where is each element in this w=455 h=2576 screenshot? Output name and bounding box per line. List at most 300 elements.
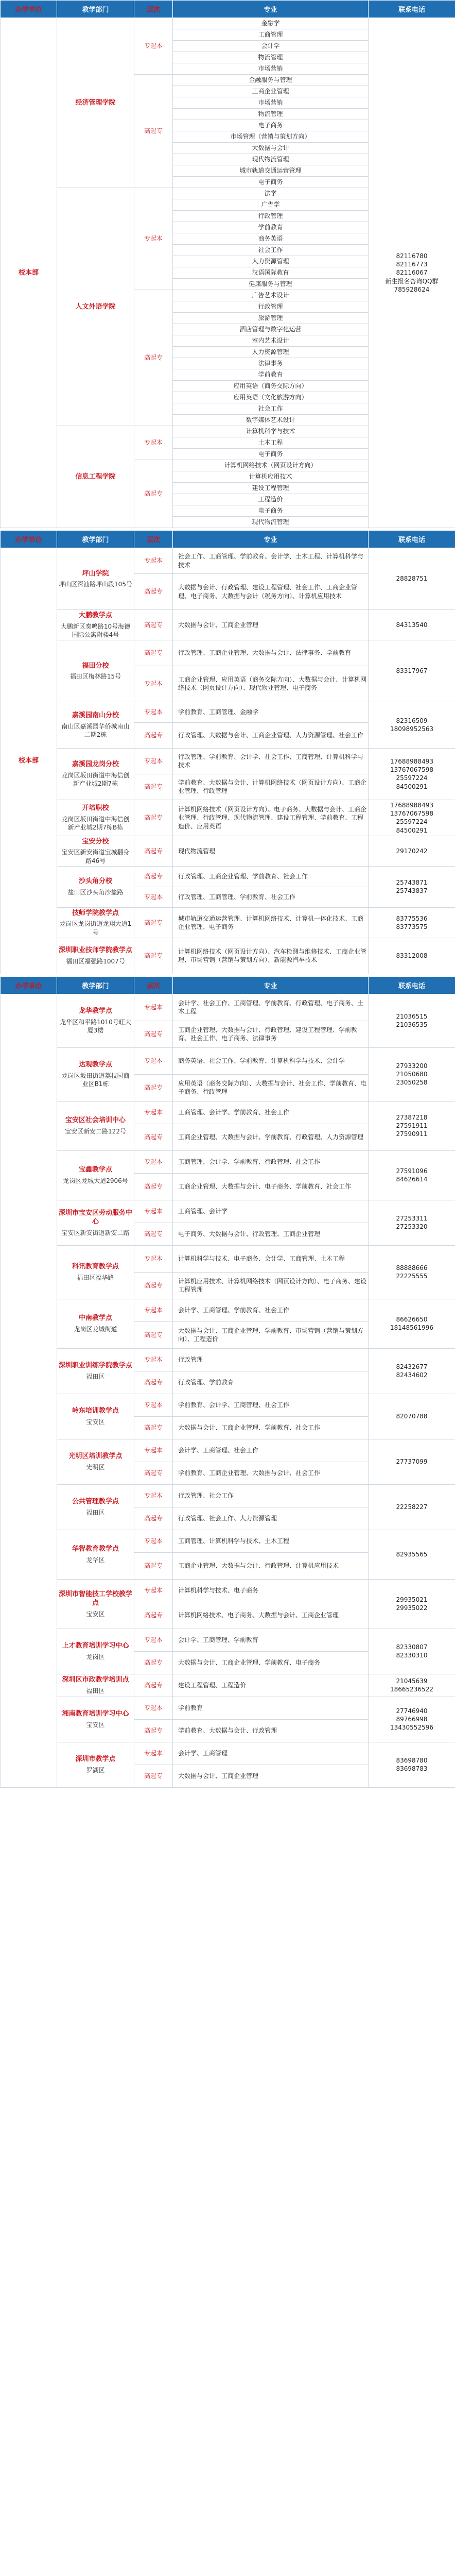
major-cell: 土木工程	[173, 437, 369, 449]
phone-cell: 82935565	[369, 1530, 455, 1579]
header-row	[1, 531, 455, 548]
level-cell: 高起专	[134, 1765, 173, 1787]
table-row	[1, 994, 455, 1021]
table-row	[1, 1530, 455, 1552]
site-name: 嘉溪园龙岗分校	[72, 760, 119, 769]
phone-cell: 29935021 29935022	[369, 1579, 455, 1629]
major-cell: 大数据与会计、工商企业管理、学前教育、电子商务	[173, 1651, 369, 1674]
site-cell	[57, 610, 134, 640]
phone-cell: 82070788	[369, 1394, 455, 1439]
site-cell	[57, 994, 134, 1047]
major-cell: 会计学、社会工作、工商管理、学前教育、行政管理、电子商务、土木工程	[173, 994, 369, 1021]
level-cell: 专起本	[134, 1348, 173, 1371]
major-cell: 电子商务	[173, 120, 369, 131]
major-cell: 市场营销	[173, 97, 369, 109]
level-cell: 专起本	[134, 994, 173, 1021]
table-gap	[0, 1788, 455, 1790]
site-name: 达观教学点	[78, 1061, 112, 1069]
site-address: 大鹏新区奏鸣路10号海德国际公寓附楼4号	[60, 622, 131, 638]
table-row	[1, 1629, 455, 1651]
major-cell: 人力资源管理	[173, 256, 369, 267]
major-cell: 计算机网络技术（网页设计方向）、电子商务、大数据与会计、工商企业管理、行政管理、现代物流管理、建设工程管理、学前教育、工程造价、应用英语	[173, 800, 369, 836]
major-cell: 工程造价	[173, 494, 369, 505]
major-cell: 电子商务	[173, 505, 369, 517]
site-address: 龙岗区坂田街道中海信创新产业城2期7栋	[61, 772, 130, 788]
site-cell	[57, 1742, 134, 1787]
site-cell	[57, 1200, 134, 1245]
level-cell: 专起本	[134, 666, 173, 702]
major-cell: 工商管理	[173, 29, 369, 41]
site-address: 光明区	[86, 1463, 105, 1471]
site-cell	[57, 1299, 134, 1348]
major-cell: 现代物流管理	[173, 517, 369, 528]
phone-cell: 82330807 82330310	[369, 1629, 455, 1674]
site-address: 福田区福强路1007号	[66, 957, 125, 965]
site-cell	[57, 1394, 134, 1439]
site-cell	[57, 1348, 134, 1394]
site-name: 大鹏教学点	[78, 612, 112, 619]
major-cell: 计算机科学与技术、电子商务	[173, 1579, 369, 1602]
level-cell: 高起专	[134, 938, 173, 974]
level-cell: 高起专	[134, 1674, 173, 1697]
site-address: 龙岗区	[86, 1653, 105, 1660]
site-name: 深圳职业技师学院教学点	[59, 946, 133, 955]
header-row	[1, 1, 455, 18]
site-cell	[57, 836, 134, 866]
phone-cell: 21045639 18665236522	[369, 1674, 455, 1697]
site-cell	[57, 1150, 134, 1200]
site-name: 岭东培训教学点	[72, 1407, 119, 1415]
major-cell: 应用英语（商务交际方向）	[173, 381, 369, 392]
site-cell	[57, 1245, 134, 1299]
site-address: 龙岗区龙岗街道龙翔大道1号	[59, 920, 132, 936]
major-cell: 社会工作	[173, 403, 369, 415]
site-cell	[57, 748, 134, 800]
site-cell	[57, 1530, 134, 1579]
level-cell: 专起本	[134, 426, 173, 460]
level-cell: 高起专	[134, 1321, 173, 1348]
major-cell: 行政管理、工商企业管理、学前教育、社会工作	[173, 866, 369, 887]
site-address: 龙华区	[86, 1556, 105, 1564]
major-cell: 学前教育	[173, 222, 369, 233]
major-cell: 电子商务、大数据与会计、行政管理、工商企业管理	[173, 1223, 369, 1245]
table-row	[1, 866, 455, 887]
phone-cell: 25743871 25743837	[369, 866, 455, 907]
header-dept: 教学部门	[57, 976, 134, 994]
level-cell: 专起本	[134, 1245, 173, 1272]
major-cell: 工商管理、会计学	[173, 1200, 369, 1223]
table-row	[1, 1742, 455, 1765]
phone-cell: 82316509 18098952563	[369, 702, 455, 748]
level-cell: 高起专	[134, 1021, 173, 1047]
site-name: 深圳市教学点	[75, 1755, 116, 1764]
level-cell: 专起本	[134, 1299, 173, 1321]
site-cell	[57, 1629, 134, 1674]
major-cell: 工商企业管理、应用英语（商务交际方向）、大数据与会计、计算机网络技术（网页设计方向）、现代物业管理、电子商务	[173, 666, 369, 702]
major-cell: 法学	[173, 188, 369, 199]
major-cell: 大数据与会计、工商企业管理	[173, 1765, 369, 1787]
level-cell: 高起专	[134, 1223, 173, 1245]
major-cell: 工商企业管理、大数据与会计、行政管理、建设工程管理、学前教育、社会工作、电子商务、法律事务	[173, 1021, 369, 1047]
level-cell: 高起专	[134, 800, 173, 836]
table-row	[1, 610, 455, 640]
major-cell: 数字媒体艺术设计	[173, 415, 369, 426]
section2-table	[0, 530, 455, 974]
table-row	[1, 1150, 455, 1173]
major-cell: 会计学、工商管理	[173, 1742, 369, 1765]
level-cell: 专起本	[134, 887, 173, 907]
major-cell: 计算机网络技术（网页设计方向）、汽车检测与维修技术、工商企业管理、市场营销（营销与策划方向）、新能源汽车技术	[173, 938, 369, 974]
header-unit: 办学单位	[1, 976, 57, 994]
site-address: 宝安区	[86, 1418, 105, 1426]
level-cell: 高起专	[134, 907, 173, 938]
header-level: 层次	[134, 531, 173, 548]
major-cell: 酒店管理与数字化运营	[173, 324, 369, 335]
level-cell: 专起本	[134, 1530, 173, 1552]
table-row	[1, 1697, 455, 1719]
phone-cell: 83317967	[369, 640, 455, 702]
major-cell: 会计学、工商管理、学前教育、社会工作	[173, 1299, 369, 1321]
site-name: 光明区培训教学点	[68, 1452, 122, 1461]
site-name: 华智教育教学点	[72, 1545, 119, 1553]
major-cell: 电子商务	[173, 177, 369, 188]
major-cell: 学前教育、会计学、工商管理、社会工作	[173, 1394, 369, 1416]
phone-cell: 28828751	[369, 548, 455, 610]
table-row	[1, 1200, 455, 1223]
level-cell: 专起本	[134, 188, 173, 290]
major-cell: 行政管理	[173, 1348, 369, 1371]
site-cell	[57, 907, 134, 938]
major-cell: 电子商务	[173, 449, 369, 460]
major-cell: 大数据与会计、工商企业管理	[173, 610, 369, 640]
header-row	[1, 976, 455, 994]
level-cell: 高起专	[134, 1272, 173, 1299]
site-cell	[57, 1047, 134, 1101]
phone-cell: 27591096 84626614	[369, 1150, 455, 1200]
major-cell: 社会工作、工商管理、学前教育、会计学、土木工程、计算机科学与技术	[173, 548, 369, 574]
major-cell: 大数据与会计、工商企业管理、学前教育、社会工作	[173, 1416, 369, 1439]
table-row	[1, 1484, 455, 1507]
site-name: 深圳区市政教学培训点	[62, 1676, 129, 1684]
site-name: 中南教学点	[78, 1314, 112, 1323]
major-cell: 学前教育、工商企业管理、大数据与会计、社会工作	[173, 1462, 369, 1484]
major-cell: 工商企业管理	[173, 86, 369, 97]
level-cell: 专起本	[134, 1439, 173, 1462]
major-cell: 社会工作	[173, 245, 369, 256]
site-name: 技师学院教学点	[72, 909, 119, 917]
site-cell	[57, 1579, 134, 1629]
table-row	[1, 1047, 455, 1074]
level-cell: 专起本	[134, 1579, 173, 1602]
major-cell: 汉语国际教育	[173, 267, 369, 279]
level-cell: 高起专	[134, 1552, 173, 1579]
major-cell: 大数据与会计、行政管理、建设工程管理、社会工作、工商企业管理、电子商务、大数据与会计（税务方向）、计算机应用技术	[173, 574, 369, 610]
major-cell: 物流管理	[173, 109, 369, 120]
site-address: 龙岗区龙城街道	[74, 1325, 117, 1333]
phone-cell: 22258227	[369, 1484, 455, 1530]
phone-cell: 21036515 21036535	[369, 994, 455, 1047]
major-cell: 计算机网络技术、电子商务、大数据与会计、工商企业管理	[173, 1602, 369, 1629]
major-cell: 人力资源管理	[173, 347, 369, 358]
major-cell: 商务英语	[173, 233, 369, 245]
table-row	[1, 836, 455, 866]
site-address: 龙华区和平路1010号旺大厦3楼	[60, 1018, 131, 1035]
level-cell: 高起专	[134, 836, 173, 866]
table-row	[1, 907, 455, 938]
major-cell: 商务英语、社会工作、学前教育、计算机科学与技术、会计学	[173, 1047, 369, 1074]
site-address: 福田区梅林路15号	[69, 673, 121, 681]
phone-cell: 84313540	[369, 610, 455, 640]
level-cell: 高起专	[134, 1074, 173, 1101]
major-cell: 行政管理	[173, 301, 369, 313]
site-cell	[57, 1697, 134, 1742]
phone-cell: 17688988493 13767067598 25597224 84500291	[369, 800, 455, 836]
site-address: 罗湖区	[86, 1766, 105, 1774]
level-cell: 专起本	[134, 1150, 173, 1173]
site-name: 沙头角分校	[78, 877, 112, 886]
phone-cell: 27253311 27253320	[369, 1200, 455, 1245]
header-dept: 教学部门	[57, 531, 134, 548]
level-cell: 高起专	[134, 75, 173, 188]
site-cell	[57, 640, 134, 702]
site-address: 宝安区新安街道宝城翻身路46号	[61, 849, 130, 865]
major-cell: 工商管理、计算机科学与技术、土木工程	[173, 1530, 369, 1552]
major-cell: 学前教育	[173, 1697, 369, 1719]
major-cell: 应用英语（商务交际方向）、大数据与会计、社会工作、学前教育、电子商务、行政管理	[173, 1074, 369, 1101]
level-cell: 高起专	[134, 1124, 173, 1150]
major-cell: 会计学、工商管理、学前教育	[173, 1629, 369, 1651]
site-name: 福田分校	[82, 662, 109, 670]
table-row	[1, 1439, 455, 1462]
major-cell: 广告艺术设计	[173, 290, 369, 301]
site-cell	[57, 866, 134, 907]
table-row	[1, 1348, 455, 1371]
major-cell: 计算机应用技术	[173, 471, 369, 483]
major-cell: 学前教育、工商管理、金融学	[173, 702, 369, 722]
header-unit: 办学单位	[1, 1, 57, 18]
site-address: 宝安区	[86, 1721, 105, 1728]
major-cell: 金融服务与管理	[173, 75, 369, 86]
phone-cell: 82116780 82116773 82116067 新生报名咨询QQ群 785928624	[369, 18, 455, 528]
header-major: 专业	[173, 1, 369, 18]
table-row	[1, 1101, 455, 1124]
major-cell: 建设工程管理、工程造价	[173, 1674, 369, 1697]
level-cell: 专起本	[134, 1200, 173, 1223]
phone-cell: 86626650 18148561996	[369, 1299, 455, 1348]
site-address: 龙岗区坂田街道荔枝园商业区B1栋	[61, 1072, 130, 1088]
site-name: 嘉溪园南山分校	[72, 711, 119, 720]
major-cell: 工商企业管理、大数据与会计、电子商务、学前教育、社会工作	[173, 1173, 369, 1200]
site-cell	[57, 1101, 134, 1150]
major-cell: 会计学、工商管理、社会工作	[173, 1439, 369, 1462]
site-address: 宝安区新安二路122号	[65, 1127, 126, 1135]
level-cell: 专起本	[134, 1047, 173, 1074]
level-cell: 专起本	[134, 1697, 173, 1719]
level-cell: 专起本	[134, 548, 173, 574]
site-address: 福田区福华路	[77, 1274, 114, 1281]
phone-cell: 17688988493 13767067598 25597224 84500291	[369, 748, 455, 800]
major-cell: 行政管理、社会工作、人力资源管理	[173, 1507, 369, 1530]
dept-cell: 经济管理学院	[57, 18, 134, 188]
unit-cell	[1, 994, 57, 1787]
site-address: 福田区	[86, 1509, 105, 1516]
table-row	[1, 18, 455, 29]
site-name: 宝安分校	[82, 837, 109, 845]
level-cell: 高起专	[134, 610, 173, 640]
phone-cell: 27387218 27591911 27590911	[369, 1101, 455, 1150]
unit-cell: 校本部	[1, 18, 57, 528]
major-cell: 金融学	[173, 18, 369, 29]
header-phone: 联系电话	[369, 1, 455, 18]
table-row	[1, 938, 455, 974]
level-cell: 专起本	[134, 702, 173, 722]
site-cell	[57, 1484, 134, 1530]
level-cell: 专起本	[134, 1101, 173, 1124]
level-cell: 高起专	[134, 866, 173, 887]
level-cell: 高起专	[134, 774, 173, 800]
site-cell	[57, 938, 134, 974]
site-cell	[57, 1439, 134, 1484]
level-cell: 高起专	[134, 1651, 173, 1674]
level-cell: 高起专	[134, 722, 173, 748]
major-cell: 计算机科学与技术、电子商务、会计学、工商管理、土木工程	[173, 1245, 369, 1272]
major-cell: 行政管理、学前教育、会计学、社会工作、工商管理、计算机科学与技术	[173, 748, 369, 774]
major-cell: 旅游管理	[173, 313, 369, 324]
major-cell: 行政管理、学前教育	[173, 1371, 369, 1394]
table-row	[1, 702, 455, 722]
site-name: 深圳市宝安区劳动服务中心	[59, 1209, 133, 1226]
major-cell: 大数据与会计、工商企业管理、学前教育、市场营销（营销与策划方向）、工程造价	[173, 1321, 369, 1348]
table-row	[1, 1579, 455, 1602]
table-row	[1, 548, 455, 574]
site-name: 深圳职业训练学院教学点	[59, 1362, 133, 1370]
section1-table	[0, 0, 455, 528]
level-cell: 专起本	[134, 18, 173, 75]
level-cell: 高起专	[134, 574, 173, 610]
major-cell: 行政管理	[173, 211, 369, 222]
site-name: 深圳市智能技工学校教学点	[59, 1590, 133, 1607]
site-name: 坪山学院	[82, 569, 109, 578]
header-major: 专业	[173, 531, 369, 548]
major-cell: 现代物流管理	[173, 836, 369, 866]
header-unit: 办学单位	[1, 531, 57, 548]
major-cell: 大数据与会计	[173, 143, 369, 154]
phone-cell: 88888666 22225555	[369, 1245, 455, 1299]
site-cell	[57, 800, 134, 836]
major-cell: 学前教育	[173, 369, 369, 381]
major-cell: 城市轨道交通运营管理、计算机网络技术、计算机一体化技术、工商企业管理、电子商务	[173, 907, 369, 938]
site-name: 龙华教学点	[78, 1007, 112, 1015]
major-cell: 计算机科学与技术	[173, 426, 369, 437]
level-cell: 高起专	[134, 460, 173, 528]
table-row	[1, 1245, 455, 1272]
major-cell: 市场营销	[173, 63, 369, 75]
table-row	[1, 640, 455, 666]
major-cell: 城市轨道交通运营管理	[173, 165, 369, 177]
major-cell: 市场管理（营销与策划方向）	[173, 131, 369, 143]
site-name: 科讯教育教学点	[72, 1263, 119, 1271]
major-cell: 法律事务	[173, 358, 369, 369]
level-cell: 高起专	[134, 1719, 173, 1742]
phone-cell: 27933200 21050680 23050258	[369, 1047, 455, 1101]
header-major: 专业	[173, 976, 369, 994]
phone-cell: 83698780 83698783	[369, 1742, 455, 1787]
site-address: 盐田区沙头角沙盐路	[67, 889, 124, 896]
site-address: 南山区嘉溪园华侨城南山二期2栋	[61, 723, 130, 739]
major-cell: 物流管理	[173, 52, 369, 63]
site-name: 上才教育培训学习中心	[62, 1642, 129, 1650]
site-address: 宝安区新安街道新安二路	[61, 1229, 130, 1236]
level-cell: 高起专	[134, 1173, 173, 1200]
major-cell: 现代物流管理	[173, 154, 369, 165]
major-cell: 计算机网络技术（网页设计方向）	[173, 460, 369, 471]
level-cell: 高起专	[134, 1507, 173, 1530]
level-cell: 高起专	[134, 640, 173, 666]
table-row	[1, 1299, 455, 1321]
site-name: 宝鑫教学点	[78, 1166, 112, 1174]
table-row	[1, 748, 455, 774]
major-cell: 计算机应用技术、计算机网络技术（网页设计方向）、电子商务、建设工程管理	[173, 1272, 369, 1299]
major-cell: 广告学	[173, 199, 369, 211]
phone-cell: 27746940 89766998 13430552596	[369, 1697, 455, 1742]
site-address: 宝安区	[86, 1610, 105, 1618]
site-name: 公共管理教学点	[72, 1498, 119, 1506]
header-phone: 联系电话	[369, 531, 455, 548]
unit-cell: 校本部	[1, 548, 57, 974]
phone-cell: 29170242	[369, 836, 455, 866]
level-cell: 高起专	[134, 290, 173, 426]
level-cell: 专起本	[134, 1742, 173, 1765]
dept-cell: 信息工程学院	[57, 426, 134, 528]
site-address: 龙岗区坂田街道中海信创新产业城2期7栋B栋	[61, 816, 130, 832]
level-cell: 高起专	[134, 1602, 173, 1629]
major-cell: 会计学	[173, 41, 369, 52]
phone-cell: 83312008	[369, 938, 455, 974]
major-cell: 行政管理、社会工作	[173, 1484, 369, 1507]
dept-cell: 人文外语学院	[57, 188, 134, 426]
table-row	[1, 1674, 455, 1697]
phone-cell: 82432677 82434602	[369, 1348, 455, 1394]
site-cell	[57, 1674, 134, 1697]
major-cell: 工商管理、会计学、学前教育、行政管理、社会工作	[173, 1150, 369, 1173]
major-cell: 行政管理、大数据与会计、工商企业管理、人力资源管理、社会工作	[173, 722, 369, 748]
major-cell: 应用英语（文化旅游方向）	[173, 392, 369, 403]
table-row	[1, 1394, 455, 1416]
major-cell: 室内艺术设计	[173, 335, 369, 347]
header-level: 层次	[134, 976, 173, 994]
level-cell: 高起专	[134, 1416, 173, 1439]
header-level: 层次	[134, 1, 173, 18]
site-address: 龙岗区龙城大道2906号	[63, 1177, 128, 1184]
site-name: 开培职校	[82, 804, 109, 812]
site-address: 坪山区深汕路坪山段105号	[59, 581, 132, 588]
level-cell: 高起专	[134, 1462, 173, 1484]
major-cell: 学前教育、大数据与会计、计算机网络技术（网页设计方向）、工商企业管理、行政管理	[173, 774, 369, 800]
major-cell: 行政管理、工商企业管理、大数据与会计、法律事务、学前教育	[173, 640, 369, 666]
level-cell: 专起本	[134, 1629, 173, 1651]
major-cell: 工商企业管理、大数据与会计、行政管理、计算机应用技术	[173, 1552, 369, 1579]
phone-cell: 27737099	[369, 1439, 455, 1484]
major-cell: 学前教育、大数据与会计、行政管理	[173, 1719, 369, 1742]
header-phone: 联系电话	[369, 976, 455, 994]
level-cell: 高起专	[134, 1371, 173, 1394]
major-cell: 行政管理、工商管理、学前教育、社会工作	[173, 887, 369, 907]
site-name: 宝安区社会培训中心	[65, 1116, 126, 1125]
level-cell: 专起本	[134, 748, 173, 774]
section3-table	[0, 976, 455, 1788]
site-cell	[57, 548, 134, 610]
major-cell: 健康服务与管理	[173, 279, 369, 290]
